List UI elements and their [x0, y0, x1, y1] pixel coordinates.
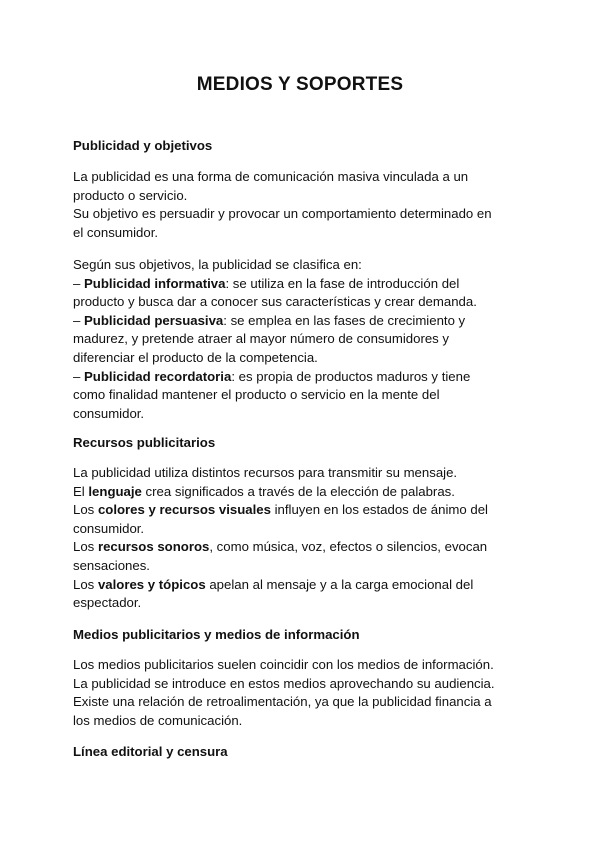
text-line: Existe una relación de retroalimentación, ya que la publicidad financia a — [73, 694, 492, 710]
text-line: Según sus objetivos, la publicidad se clasifica en: — [73, 257, 362, 272]
paragraph-definicion — [73, 168, 533, 242]
page-title: MEDIOS Y SOPORTES — [196, 74, 404, 95]
text-line: consumidor. — [73, 405, 145, 421]
text-line: producto o servicio. — [73, 187, 188, 203]
section-heading-medios: Medios publicitarios y medios de información — [73, 627, 360, 642]
section-heading-linea: Línea editorial y censura — [73, 744, 228, 759]
paragraph-recursos — [73, 464, 533, 613]
text-line-sonoros: Los recursos sonoros, como música, voz, efectos o silencios, evocan — [73, 539, 488, 555]
text-line: producto y busca dar a conocer sus características y crear demanda. — [73, 294, 477, 310]
text-line-lenguaje: El lenguaje crea significados a través de la elección de palabras. — [73, 483, 455, 499]
term-recordatoria: Publicidad recordatoria — [84, 368, 232, 384]
term-informativa: Publicidad informativa — [84, 275, 226, 291]
term-persuasiva: Publicidad persuasiva — [84, 312, 224, 328]
text-line: espectador. — [73, 595, 142, 611]
text-line: Los medios publicitarios suelen coincidir con los medios de información. — [73, 657, 494, 672]
text-line: como finalidad mantener el producto o servicio en la mente del — [73, 387, 440, 403]
text-line: La publicidad es una forma de comunicación masiva vinculada a un — [73, 169, 469, 184]
text-line: el consumidor. — [73, 224, 159, 240]
text-line: Su objetivo es persuadir y provocar un comportamiento determinado en — [73, 206, 492, 222]
text-line: madurez, y pretende atraer al mayor número de consumidores y — [73, 331, 450, 347]
text-line: sensaciones. — [73, 557, 150, 573]
paragraph-medios — [73, 656, 533, 730]
text-line-colores: Los colores y recursos visuales influyen en los estados de ánimo del — [73, 502, 488, 518]
section-heading-recursos: Recursos publicitarios — [73, 435, 216, 450]
text-line: La publicidad utiliza distintos recursos para transmitir su mensaje. — [73, 465, 458, 480]
paragraph-clasificacion — [73, 256, 533, 423]
list-item-informativa: – Publicidad informativa: se utiliza en la fase de introducción del — [73, 275, 460, 291]
section-heading-objetivos: Publicidad y objetivos — [73, 138, 213, 153]
text-line: diferenciar el producto de la competencia. — [73, 349, 318, 365]
list-item-persuasiva: – Publicidad persuasiva: se emplea en las fases de crecimiento y — [73, 312, 466, 328]
text-line-valores: Los valores y tópicos apelan al mensaje y a la carga emocional del — [73, 576, 474, 592]
list-item-recordatoria: – Publicidad recordatoria: es propia de productos maduros y tiene — [73, 368, 471, 384]
text-line: La publicidad se introduce en estos medios aprovechando su audiencia. — [73, 675, 495, 691]
text-line: consumidor. — [73, 520, 145, 536]
text-line: los medios de comunicación. — [73, 712, 243, 728]
